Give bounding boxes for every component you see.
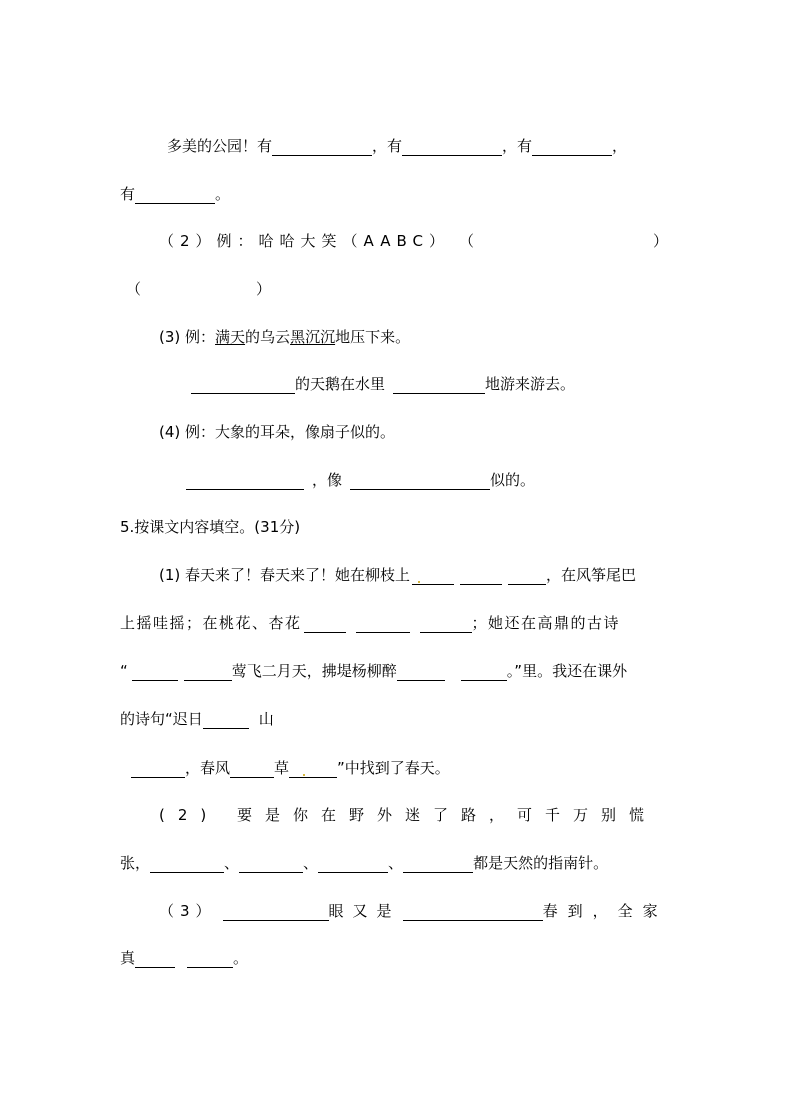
line-1	[167, 136, 627, 156]
line-16	[120, 853, 608, 873]
blank[interactable]	[184, 665, 232, 681]
line-14	[131, 758, 450, 778]
paren-open: （	[126, 280, 142, 298]
blank[interactable]	[132, 665, 178, 681]
line-11	[120, 613, 620, 633]
text: 。”里。我还在课外	[506, 662, 628, 680]
text: (1) 春天来了！春天来了！她在柳枝上	[159, 566, 411, 584]
text: 春到，全家	[542, 902, 668, 920]
text: 、	[388, 854, 404, 872]
text: 都是天然的指南针。	[473, 854, 609, 872]
text: （3）	[159, 902, 217, 920]
line-15	[159, 805, 657, 825]
blank[interactable]	[272, 140, 372, 156]
blank[interactable]	[187, 952, 233, 968]
text: 多美的公园！有	[167, 137, 273, 155]
text: 的天鹅在水里	[295, 375, 386, 393]
paren-close: ）	[653, 232, 669, 250]
mark-dot	[418, 581, 420, 583]
mark-dot	[303, 774, 305, 776]
blank[interactable]	[135, 188, 215, 204]
blank[interactable]	[356, 617, 410, 633]
blank[interactable]	[402, 140, 502, 156]
blank[interactable]	[350, 474, 490, 490]
blank[interactable]	[460, 569, 502, 585]
text: ；她还在高鼎的古诗	[471, 614, 621, 632]
underlined-word: 黑沉沉	[290, 328, 336, 346]
line-18	[120, 948, 248, 968]
blank[interactable]	[304, 617, 346, 633]
text: 、	[303, 854, 319, 872]
blank[interactable]	[150, 857, 224, 873]
text: 真	[120, 949, 136, 967]
text: ，春风	[185, 759, 231, 777]
text: 。	[233, 949, 249, 967]
text: “	[120, 662, 128, 680]
text: 的乌云	[245, 328, 291, 346]
blank[interactable]	[191, 378, 295, 394]
blank[interactable]	[532, 140, 612, 156]
text: 莺飞二月天，拂堤杨柳醉	[231, 662, 397, 680]
underlined-word: 满天	[215, 328, 246, 346]
section-heading	[120, 517, 300, 537]
line-8	[186, 470, 535, 490]
text: 的诗句“迟日	[120, 710, 203, 728]
blank[interactable]	[203, 713, 249, 729]
line-7	[159, 422, 395, 442]
text: 山	[258, 710, 274, 728]
text: 地游来游去。	[485, 375, 576, 393]
blank[interactable]	[403, 857, 473, 873]
line-3	[159, 231, 450, 251]
line-6	[191, 374, 575, 394]
text: 5.按课文内容填空。(31分)	[120, 518, 301, 536]
text: ，有	[372, 137, 403, 155]
text: ，有	[502, 137, 533, 155]
line-10	[159, 565, 636, 585]
text: 上摇哇摇；在桃花、杏花	[120, 614, 302, 632]
text: ，在风筝尾巴	[546, 566, 637, 584]
text: 张，	[120, 854, 151, 872]
text: 有	[120, 185, 136, 203]
text: ，	[612, 137, 628, 155]
text: 似的。	[490, 471, 536, 489]
text: ”中找到了春天。	[337, 759, 450, 777]
blank[interactable]	[131, 762, 185, 778]
blank[interactable]	[508, 569, 546, 585]
blank[interactable]	[289, 762, 337, 778]
text: 草	[274, 759, 290, 777]
text: 。	[215, 185, 231, 203]
text: (3) 例：	[159, 328, 216, 346]
blank[interactable]	[186, 474, 304, 490]
blank[interactable]	[239, 857, 303, 873]
blank[interactable]	[223, 905, 329, 921]
line-12	[120, 661, 627, 681]
blank[interactable]	[420, 617, 472, 633]
paren-close: ）	[256, 280, 272, 298]
text: ，像	[312, 471, 343, 489]
text: 、	[224, 854, 240, 872]
text: （2）例：哈哈大笑（AABC）	[159, 232, 450, 250]
line-13	[120, 709, 274, 729]
line-5	[159, 327, 410, 347]
text: (4) 例：大象的耳朵，像扇子似的。	[159, 423, 396, 441]
blank[interactable]	[397, 665, 445, 681]
blank[interactable]	[135, 952, 175, 968]
paren-open: （	[459, 232, 475, 250]
text: 眼又是	[328, 902, 401, 920]
blank[interactable]	[393, 378, 485, 394]
text: 地压下来。	[335, 328, 411, 346]
blank[interactable]	[403, 905, 543, 921]
line-2	[120, 184, 230, 204]
blank[interactable]	[461, 665, 507, 681]
line-17	[159, 901, 668, 921]
text: (2) 要是你在野外迷了路，可千万别慌	[159, 806, 658, 824]
blank[interactable]	[230, 762, 274, 778]
blank[interactable]	[412, 569, 454, 585]
blank[interactable]	[318, 857, 388, 873]
